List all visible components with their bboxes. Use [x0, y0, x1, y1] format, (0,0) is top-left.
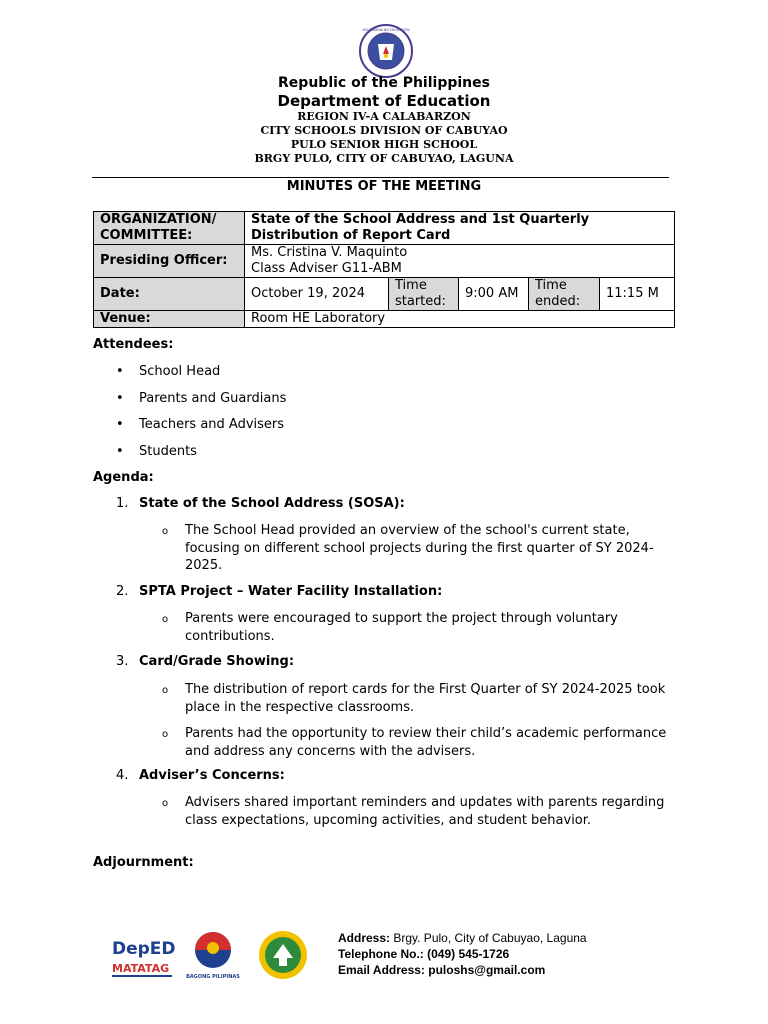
venue-value: Room HE Laboratory — [245, 311, 675, 328]
school-address-heading: BRGY PULO, CITY OF CABUYAO, LAGUNA — [254, 152, 514, 165]
sub-bullet-icon: o — [162, 526, 169, 537]
school-logo-icon — [259, 931, 307, 979]
bullet-icon: • — [116, 417, 124, 432]
agenda-heading: Agenda: — [93, 470, 154, 485]
presiding-name: Ms. Cristina V. Maquinto — [251, 245, 408, 260]
adjournment-heading: Adjournment: — [93, 855, 194, 870]
agenda-point: The School Head provided an overview of the school's current state, focusing on different school projects during the first quarter of SY 2024-2025. — [185, 523, 654, 573]
org-label: ORGANIZATION/ COMMITTEE: — [94, 212, 245, 245]
agenda-number: 4. — [116, 768, 129, 783]
svg-text:BAGONG PILIPINAS: BAGONG PILIPINAS — [186, 974, 240, 980]
republic-heading: Republic of the Philippines — [278, 75, 490, 91]
table-row — [94, 245, 675, 278]
time-ended-label: Time ended: — [529, 278, 600, 311]
header-divider — [92, 177, 669, 178]
footer-logos — [110, 928, 315, 982]
sub-bullet-icon: o — [162, 614, 169, 625]
attendees-heading: Attendees: — [93, 337, 174, 352]
document-title: MINUTES OF THE MEETING — [286, 179, 482, 194]
deped-seal-icon — [356, 24, 416, 78]
bullet-icon: • — [116, 391, 124, 406]
list-item: Students — [139, 444, 197, 459]
agenda-item-title: SPTA Project – Water Facility Installation: — [139, 584, 443, 599]
footer-address: Address: Brgy. Pulo, City of Cabuyao, Laguna — [338, 931, 587, 945]
table-row — [94, 278, 675, 311]
time-ended-value: 11:15 M — [600, 278, 675, 311]
list-item: School Head — [139, 364, 221, 379]
org-value: State of the School Address and 1st Quarterly Distribution of Report Card — [245, 212, 675, 245]
time-started-value: 9:00 AM — [459, 278, 529, 311]
agenda-point: Advisers shared important reminders and updates with parents regarding class expectations, upcoming activities, and student behavior. — [185, 795, 665, 828]
footer-telephone: Telephone No.: (049) 545-1726 — [338, 947, 510, 961]
table-row — [94, 311, 675, 328]
sub-bullet-icon: o — [162, 798, 169, 809]
department-heading: Department of Education — [277, 92, 491, 110]
agenda-item-title: Card/Grade Showing: — [139, 654, 295, 669]
agenda-point: Parents had the opportunity to review their child’s academic performance and address any concerns with the advisers. — [185, 726, 667, 759]
agenda-number: 3. — [116, 654, 129, 669]
venue-label: Venue: — [94, 311, 245, 328]
division-heading: CITY SCHOOLS DIVISION OF CABUYAO — [260, 124, 508, 137]
school-heading: PULO SENIOR HIGH SCHOOL — [290, 138, 478, 151]
presiding-role: Class Adviser G11-ABM — [251, 261, 402, 276]
agenda-point: The distribution of report cards for the First Quarter of SY 2024-2025 took place in the respective classrooms. — [185, 682, 666, 715]
footer-email: Email Address: puloshs@gmail.com — [338, 963, 546, 977]
agenda-point: Parents were encouraged to support the project through voluntary contributions. — [185, 611, 618, 644]
list-item: Teachers and Advisers — [139, 417, 285, 432]
agenda-item-title: Adviser’s Concerns: — [139, 768, 285, 783]
sub-bullet-icon: o — [162, 729, 169, 740]
list-item: Parents and Guardians — [139, 391, 287, 406]
time-started-label: Time started: — [389, 278, 459, 311]
presiding-label: Presiding Officer: — [94, 245, 245, 278]
svg-text:DepED: DepED — [112, 939, 176, 959]
bagong-pilipinas-logo-icon — [186, 932, 240, 980]
date-value: October 19, 2024 — [245, 278, 389, 311]
bullet-icon: • — [116, 444, 124, 459]
svg-text:KAGAWARAN NG EDUKASYON: KAGAWARAN NG EDUKASYON — [362, 28, 410, 32]
agenda-number: 1. — [116, 496, 129, 511]
agenda-number: 2. — [116, 584, 129, 599]
svg-text:MATATAG: MATATAG — [112, 962, 170, 975]
meeting-info-table — [93, 211, 675, 328]
agenda-item-title: State of the School Address (SOSA): — [139, 496, 405, 511]
sub-bullet-icon: o — [162, 685, 169, 696]
bullet-icon: • — [116, 364, 124, 379]
table-row — [94, 212, 675, 245]
date-label: Date: — [94, 278, 245, 311]
deped-matatag-logo-icon — [112, 939, 176, 977]
region-heading: REGION IV-A CALABARZON — [297, 110, 471, 123]
presiding-value — [245, 245, 675, 278]
